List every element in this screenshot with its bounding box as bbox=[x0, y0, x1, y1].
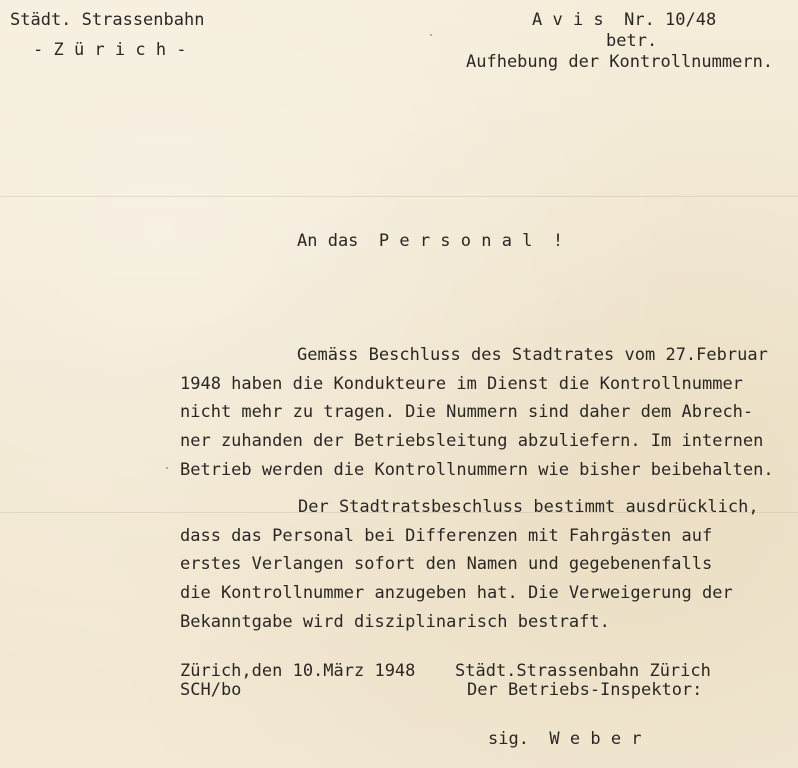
salutation: An das P e r s o n a l ! bbox=[297, 231, 564, 251]
paragraph-2-line: die Kontrollnummer anzugeben hat. Die Verweigerung der bbox=[180, 583, 733, 603]
paragraph-2-line: erstes Verlangen sofort den Namen und gegebenenfalls bbox=[180, 554, 713, 574]
subject-prefix: betr. bbox=[606, 31, 658, 51]
paper-speck bbox=[166, 467, 168, 469]
paper-fold bbox=[0, 196, 798, 197]
paragraph-1-line: ner zuhanden der Betriebsleitung abzuliefern. Im internen bbox=[180, 431, 764, 451]
paragraph-2-line: dass das Personal bei Differenzen mit Fahrgästen auf bbox=[180, 526, 713, 546]
notice-number: A v i s Nr. 10/48 bbox=[532, 10, 717, 30]
signatory-title: Der Betriebs-Inspektor: bbox=[467, 680, 703, 700]
paragraph-1-line: nicht mehr zu tragen. Die Nummern sind daher dem Abrech- bbox=[180, 402, 754, 422]
paragraph-1-line: 1948 haben die Kondukteure im Dienst die Kontrollnummer bbox=[180, 374, 743, 394]
paragraph-1-line: Gemäss Beschluss des Stadtrates vom 27.Februar bbox=[297, 345, 768, 365]
paper-speck bbox=[430, 34, 432, 36]
place-date: Zürich,den 10.März 1948 bbox=[180, 661, 416, 681]
sender-name: Städt. Strassenbahn bbox=[10, 10, 205, 30]
sender-city: - Z ü r i c h - bbox=[33, 40, 187, 60]
reference-initials: SCH/bo bbox=[180, 680, 242, 700]
signature: sig. W e b e r bbox=[488, 729, 642, 749]
paragraph-2-line: Der Stadtratsbeschluss bestimmt ausdrücklich, bbox=[298, 497, 759, 517]
signatory-org: Städt.Strassenbahn Zürich bbox=[455, 661, 711, 681]
paragraph-1-line: Betrieb werden die Kontrollnummern wie bisher beibehalten. bbox=[180, 460, 774, 480]
paragraph-2-line: Bekanntgabe wird disziplinarisch bestraft. bbox=[180, 612, 610, 632]
subject-line: Aufhebung der Kontrollnummern. bbox=[466, 52, 774, 72]
